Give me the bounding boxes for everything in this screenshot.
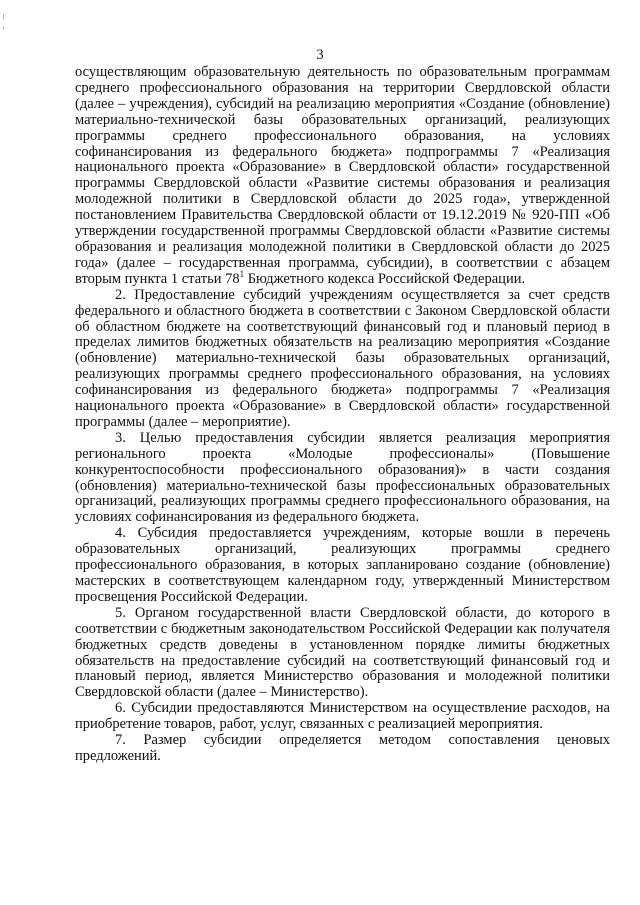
paragraph-3: 3. Целью предоставления субсидии является реализация мероприятия регионального проекта «Молодые профессионалы» (Повышение конкурентоспособности профессионального образования)» в части создания (обновления) материально-технической базы профессиональных образовательных организаций, реализующих программы среднего профессионального образования, на условиях софинансирования из федерального бюджета. <box>75 429 610 526</box>
paragraph-2: 2. Предоставление субсидий учреждениям осуществляется за счет средств федерального и областного бюджета в соответствии с Законом Свердловской области об областном бюджете на соответствующий финансовый год и плановый период в пределах лимитов бюджетных обязательств на реализацию мероприятия «Создание (обновление) материально-технической базы образовательных организаций, реализующих программы среднего профессионального образования, на условиях софинансирования из федерального бюджета» подпрограммы 7 «Реализация национального проекта «Образование» в Свердловской области» государственной программы (далее – мероприятие). <box>75 286 610 430</box>
paragraph-7: 7. Размер субсидии определяется методом сопоставления ценовых предложений. <box>75 732 610 764</box>
paragraph-5: 5. Органом государственной власти Свердловской области, до которого в соответствии с бюджетным законодательством Российской Федерации как получателя бюджетных средств доведены в установленном порядке лимиты бюджетных обязательств на предоставление субсидий на соответствующий финансовый год и плановый период, является Министерство образования и молодежной политики Свердловской области (далее – Министерство). <box>75 604 610 701</box>
footnote-mark: 1 <box>239 268 245 279</box>
document-body <box>75 65 610 765</box>
page-number: 3 <box>316 47 324 63</box>
scan-edge-mark <box>3 26 4 30</box>
paragraph-4: 4. Субсидия предоставляется учреждениям, которые вошли в перечень образовательных организаций, реализующих программы среднего профессионального образования, в которых запланировано создание (обновление) мастерских в соответствующем календарном году, утвержденный Министерством просвещения Российской Федерации. <box>75 525 610 605</box>
paragraph-continuation <box>75 65 610 288</box>
paragraph-text: осуществляющим образовательную деятельность по образовательным программам среднего профессионального образования на территории Свердловской области (далее – учреждения), субсидий на реализацию мероприятия «Создание (обновление) материально-технической базы образовательных организаций, реализующих программы среднего профессионального образования, на условиях софинансирования из федерального бюджета» подпрограммы 7 «Реализация национального проекта «Образование» в Свердловской области» государственной программы Свердловской области «Развитие системы образования и реализация молодежной политики в Свердловской области до 2025 года», утвержденной постановлением Правительства Свердловской области от 19.12.2019 № 920-ПП «Об утверждении государственной программы Свердловской области «Развитие системы образования и реализация молодежной политики в Свердловской области до 2025 года» (далее – государственная программа, субсидии), в соответствии с абзацем вторым пункта 1 статьи 78 <box>75 64 610 287</box>
paragraph-6: 6. Субсидии предоставляются Министерством на осуществление расходов, на приобретение товаров, работ, услуг, связанных с реализацией мероприятия. <box>75 700 610 733</box>
scan-edge-mark <box>3 14 4 20</box>
paragraph-text-after: Бюджетного кодекса Российской Федерации. <box>244 270 526 287</box>
